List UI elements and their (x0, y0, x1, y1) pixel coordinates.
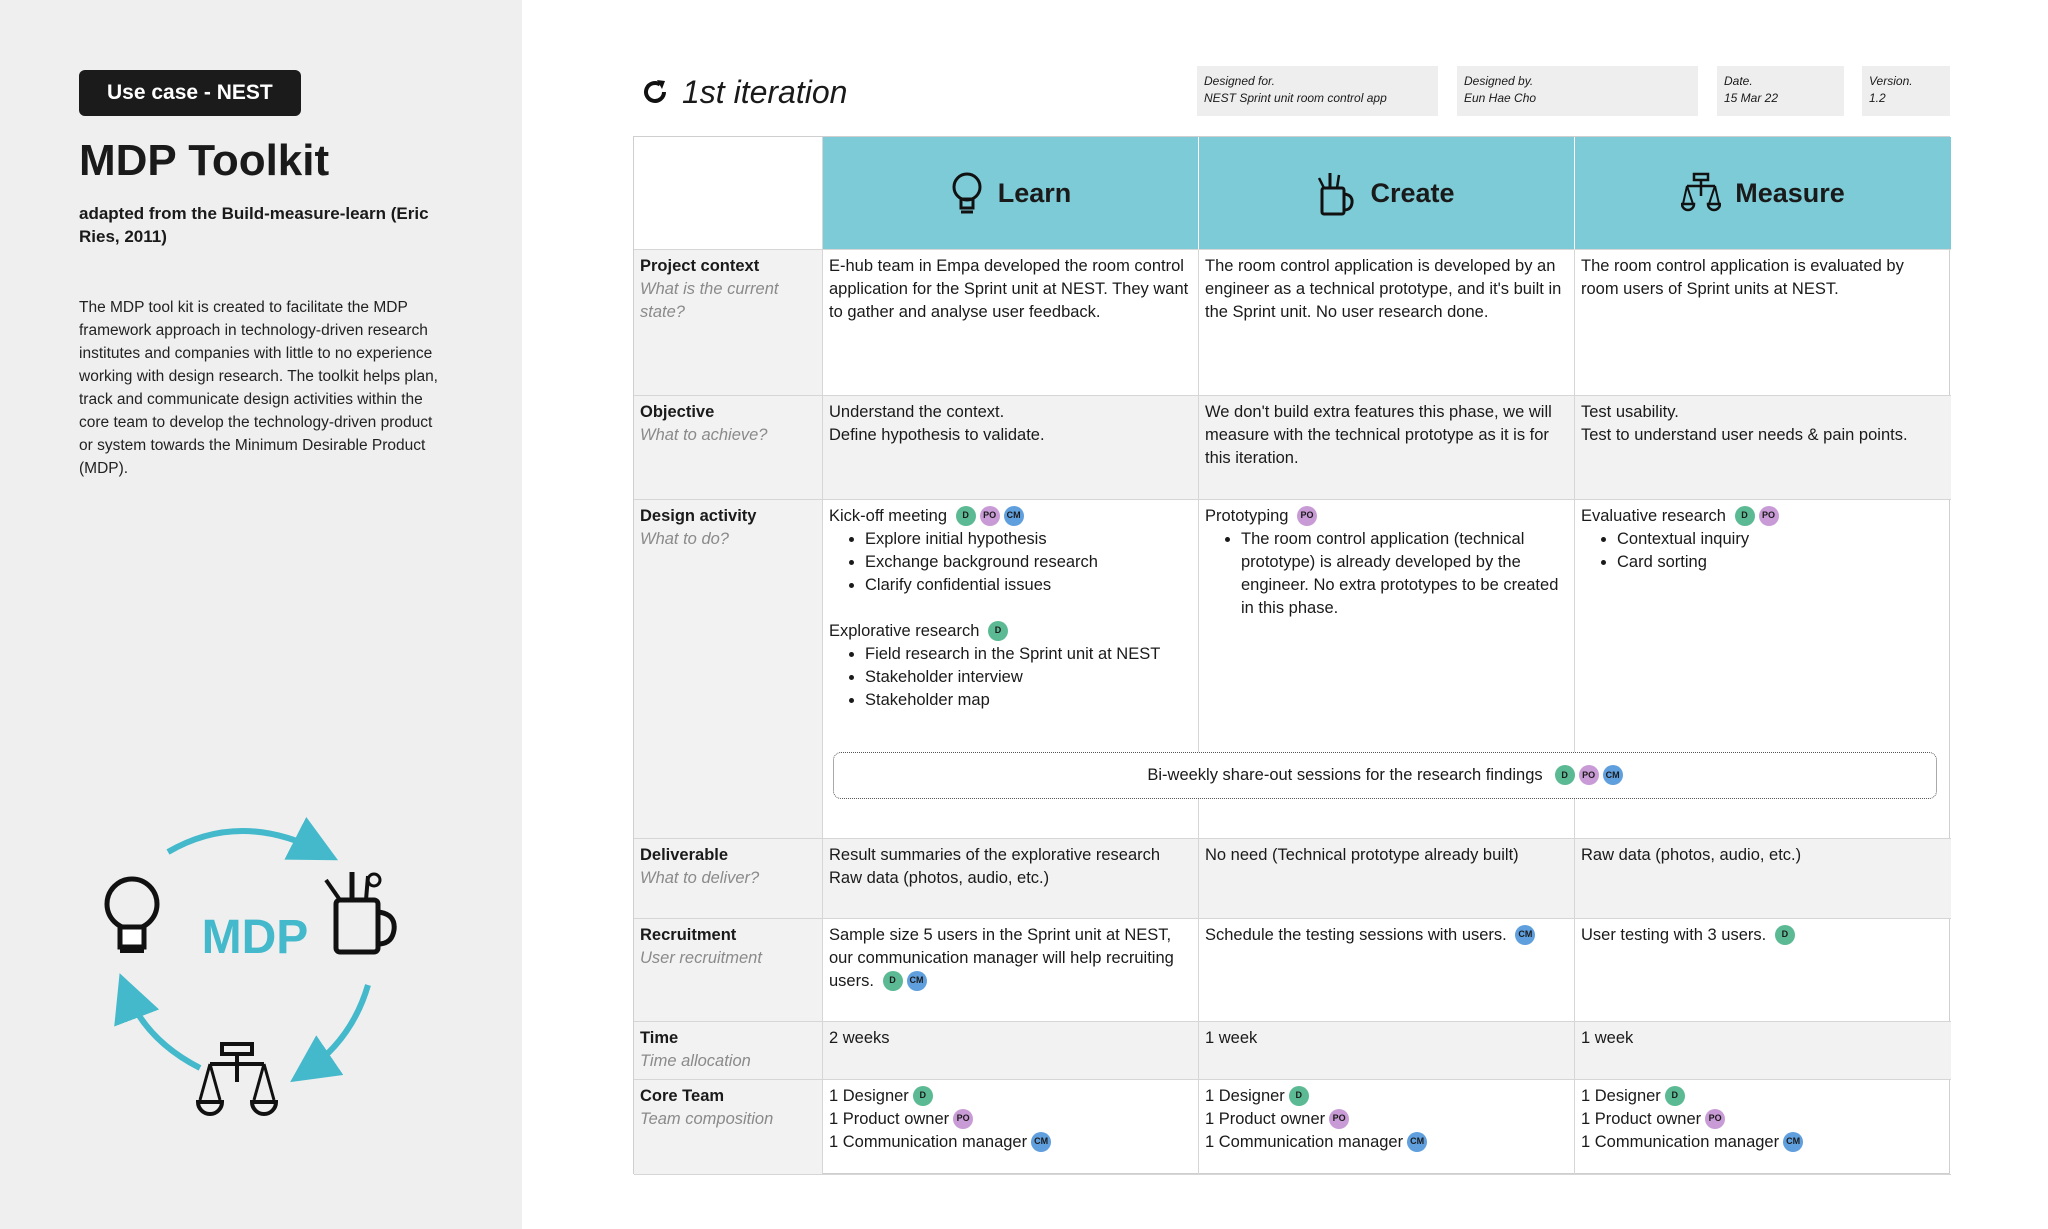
team-member (1205, 1108, 1568, 1131)
comm-manager-badge: CM (1031, 1132, 1051, 1152)
team-role: 1 Product owner (1581, 1110, 1702, 1128)
team-learn-cell (823, 1080, 1199, 1175)
team-role: 1 Product owner (1205, 1110, 1326, 1128)
recruitment-measure-cell (1575, 919, 1951, 1022)
row-header-deliverable (634, 839, 823, 919)
row-header-time (634, 1022, 823, 1080)
team-role: 1 Communication manager (829, 1133, 1028, 1151)
designed-for-box (1197, 66, 1438, 116)
row-subtitle: What is the current state? (640, 280, 779, 321)
designer-badge: D (1289, 1086, 1309, 1106)
objective-create-cell: We don't build extra features this phase, we will measure with the technical prototype as it is for this iteration. (1199, 396, 1575, 500)
designer-badge: D (913, 1086, 933, 1106)
column-title-create: Create (1370, 177, 1455, 208)
designer-badge: D (1555, 765, 1575, 785)
row-header-project-context (634, 250, 823, 396)
designer-badge: D (956, 506, 976, 526)
activity-title: Kick-off meeting (829, 507, 947, 525)
column-header-create (1199, 137, 1575, 250)
refresh-icon (640, 77, 670, 107)
column-title-measure: Measure (1735, 177, 1845, 208)
product-owner-badge: PO (1297, 506, 1317, 526)
team-member (1581, 1108, 1945, 1131)
balance-scale-icon (198, 1044, 276, 1114)
team-role: 1 Communication manager (1581, 1133, 1780, 1151)
designed-for-label: Designed for. (1204, 74, 1275, 88)
product-owner-badge: PO (1329, 1109, 1349, 1129)
row-subtitle: What to deliver? (640, 869, 760, 887)
recruitment-text: Sample size 5 users in the Sprint unit at NEST, our communication manager will help recruiting users. (829, 926, 1174, 990)
toolkit-subtitle: adapted from the Build-measure-learn (Eric Ries, 2011) (79, 204, 429, 246)
designer-badge: D (1775, 925, 1795, 945)
objective-measure-cell (1575, 396, 1951, 500)
explorative-list (829, 643, 1192, 712)
designed-for-value: NEST Sprint unit room control app (1204, 91, 1387, 105)
team-role: 1 Communication manager (1205, 1133, 1404, 1151)
activity-title: Prototyping (1205, 507, 1289, 525)
designer-badge: D (1665, 1086, 1685, 1106)
team-create-cell (1199, 1080, 1575, 1175)
recruitment-text: User testing with 3 users. (1581, 926, 1767, 944)
recruitment-text: Schedule the testing sessions with users. (1205, 926, 1507, 944)
team-measure-cell (1575, 1080, 1951, 1175)
team-role: 1 Designer (829, 1087, 909, 1105)
row-title: Time (640, 1029, 679, 1047)
row-title: Design activity (640, 507, 757, 525)
row-title: Project context (640, 257, 760, 275)
product-owner-badge: PO (953, 1109, 973, 1129)
row-title: Core Team (640, 1087, 725, 1105)
objective-line: Understand the context. (829, 403, 1005, 421)
iteration-header (640, 70, 847, 114)
lightbulb-icon (950, 171, 984, 215)
designer-badge: D (883, 971, 903, 991)
time-learn-cell: 2 weeks (823, 1022, 1199, 1080)
row-header-objective (634, 396, 823, 500)
comm-manager-badge: CM (1407, 1132, 1427, 1152)
row-subtitle: What to achieve? (640, 426, 768, 444)
list-item: • Exchange background research (865, 551, 1192, 574)
version-box (1862, 66, 1950, 116)
list-item: • Card sorting (1617, 551, 1945, 574)
list-item: • Stakeholder interview (865, 666, 1192, 689)
mdp-cycle-diagram (90, 800, 420, 1130)
designed-by-box (1457, 66, 1698, 116)
objective-line: Define hypothesis to validate. (829, 426, 1045, 444)
product-owner-badge: PO (980, 506, 1000, 526)
product-owner-badge: PO (1759, 506, 1779, 526)
designed-by-label: Designed by. (1464, 74, 1534, 88)
comm-manager-badge: CM (1603, 765, 1623, 785)
team-role: 1 Designer (1205, 1087, 1285, 1105)
row-subtitle: What to do? (640, 530, 729, 548)
row-header-design-activity (634, 500, 823, 839)
list-item: • Clarify confidential issues (865, 574, 1192, 597)
toolkit-description: The MDP tool kit is created to facilitate the MDP framework approach in technology-driven research institutes and companies with little to no experience working with design research. The toolkit helps plan, track and communicate design activities within the core team to develop the technology-driven product or system towards the Minimum Desirable Product (MDP). (79, 299, 438, 477)
team-member (1205, 1085, 1568, 1108)
team-member (1581, 1131, 1945, 1154)
row-header-core-team (634, 1080, 823, 1175)
team-member (1205, 1131, 1568, 1154)
context-learn-cell: E-hub team in Empa developed the room control application for the Sprint unit at NEST. They want to gather and analyse user feedback. (823, 250, 1199, 396)
row-subtitle: User recruitment (640, 949, 762, 967)
use-case-tag: Use case - NEST (79, 70, 301, 116)
row-title: Objective (640, 403, 715, 421)
mdp-cycle-label: MDP (201, 911, 309, 964)
evaluative-list (1581, 528, 1945, 574)
deliverable-measure-cell: Raw data (photos, audio, etc.) (1575, 839, 1951, 919)
designer-badge: D (988, 621, 1008, 641)
designer-badge: D (1735, 506, 1755, 526)
version-label: Version. (1869, 74, 1913, 88)
list-item: • Contextual inquiry (1617, 528, 1945, 551)
shareout-banner (833, 752, 1937, 799)
prototyping-list (1205, 528, 1568, 620)
team-role: 1 Designer (1581, 1087, 1661, 1105)
objective-line: Test usability. (1581, 403, 1679, 421)
shareout-text: Bi-weekly share-out sessions for the research findings (1147, 766, 1543, 784)
column-header-learn (823, 137, 1199, 250)
deliverable-line: Result summaries of the explorative research (829, 846, 1161, 864)
objective-learn-cell (823, 396, 1199, 500)
pencil-cup-icon (1318, 170, 1356, 216)
recruitment-learn-cell (823, 919, 1199, 1022)
sidebar-panel (0, 0, 522, 1229)
comm-manager-badge: CM (1515, 925, 1535, 945)
evaluative-heading (1581, 505, 1945, 528)
column-header-measure (1575, 137, 1951, 250)
deliverable-create-cell: No need (Technical prototype already built) (1199, 839, 1575, 919)
deliverable-line: Raw data (photos, audio, etc.) (829, 869, 1050, 887)
team-member (829, 1085, 1192, 1108)
comm-manager-badge: CM (907, 971, 927, 991)
designed-by-value: Eun Hae Cho (1464, 91, 1537, 105)
kickoff-list (829, 528, 1192, 597)
activity-title: Evaluative research (1581, 507, 1726, 525)
product-owner-badge: PO (1705, 1109, 1725, 1129)
list-item: • The room control application (technical prototype) is already developed by the engineer. No extra prototypes to be created in this phase. (1241, 528, 1568, 620)
deliverable-learn-cell (823, 839, 1199, 919)
comm-manager-badge: CM (1004, 506, 1024, 526)
date-box (1717, 66, 1844, 116)
column-title-learn: Learn (997, 177, 1072, 208)
row-title: Deliverable (640, 846, 729, 864)
row-header-recruitment (634, 919, 823, 1022)
date-label: Date. (1724, 74, 1753, 88)
product-owner-badge: PO (1579, 765, 1599, 785)
activity-title: Explorative research (829, 622, 980, 640)
time-create-cell: 1 week (1199, 1022, 1575, 1080)
row-title: Recruitment (640, 926, 737, 944)
list-item: • Explore initial hypothesis (865, 528, 1192, 551)
kickoff-heading (829, 505, 1192, 528)
iteration-title: 1st iteration (682, 73, 848, 110)
row-subtitle: Team composition (640, 1110, 774, 1128)
time-measure-cell: 1 week (1575, 1022, 1951, 1080)
table-corner (634, 137, 823, 250)
comm-manager-badge: CM (1783, 1132, 1803, 1152)
balance-scale-icon (1681, 172, 1721, 214)
list-item: • Field research in the Sprint unit at NEST (865, 643, 1192, 666)
team-role: 1 Product owner (829, 1110, 950, 1128)
list-item: • Stakeholder map (865, 689, 1192, 712)
prototyping-heading (1205, 505, 1568, 528)
objective-line: Test to understand user needs & pain points. (1581, 426, 1908, 444)
toolkit-title: MDP Toolkit (79, 136, 330, 185)
context-create-cell: The room control application is developed by an engineer as a technical prototype, and it's built in the Sprint unit. No user research done. (1199, 250, 1575, 396)
context-measure-cell: The room control application is evaluated by room users of Sprint units at NEST. (1575, 250, 1951, 396)
version-value: 1.2 (1869, 91, 1886, 105)
explorative-heading (829, 620, 1192, 643)
recruitment-create-cell (1199, 919, 1575, 1022)
date-value: 15 Mar 22 (1724, 91, 1779, 105)
mdp-table (633, 136, 1950, 1174)
team-member (1581, 1085, 1945, 1108)
team-member (829, 1131, 1192, 1154)
row-subtitle: Time allocation (640, 1052, 751, 1070)
team-member (829, 1108, 1192, 1131)
